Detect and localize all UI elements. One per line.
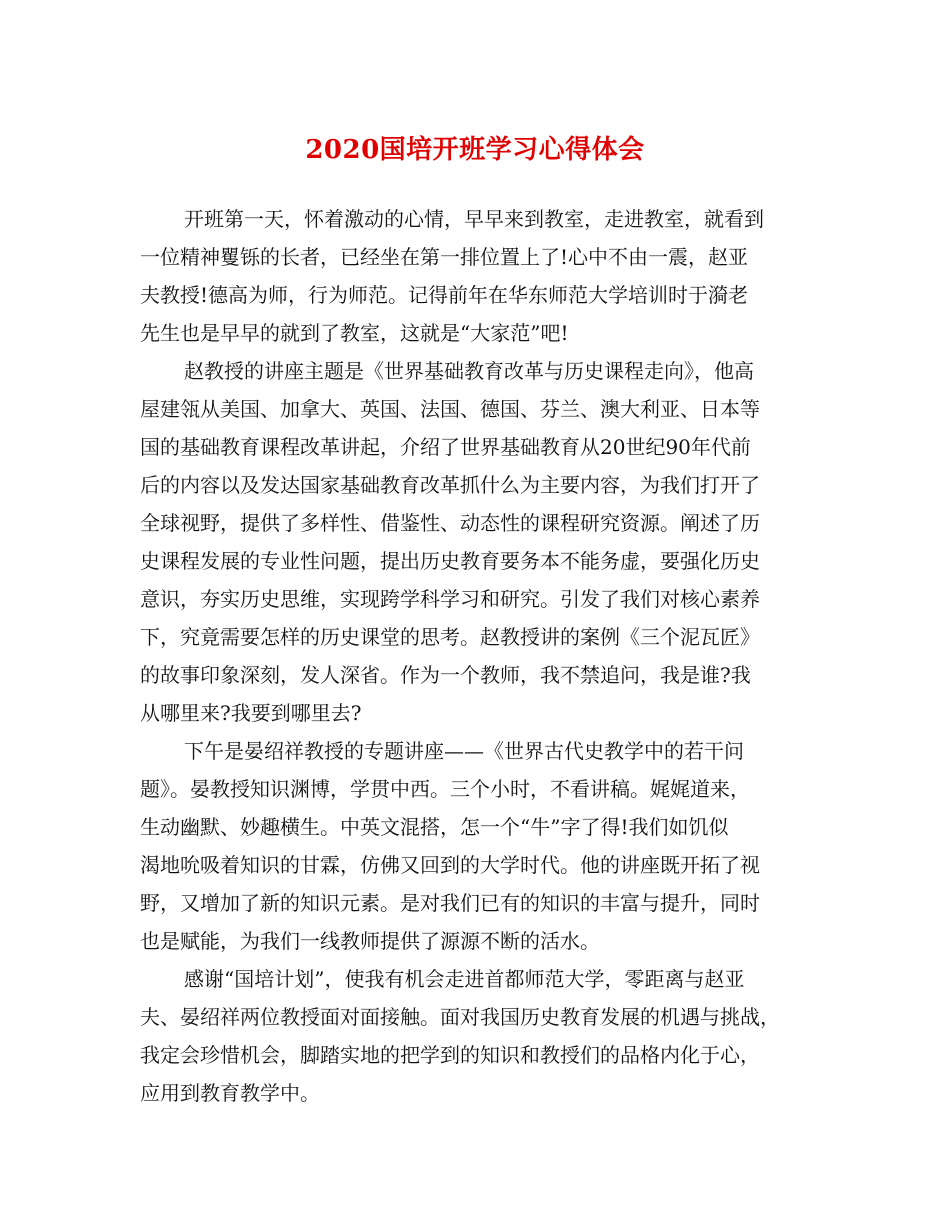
paragraph-3-line-5: 野，又增加了新的知识元素。是对我们已有的知识的丰富与提升，同时 — [140, 891, 760, 915]
paragraph-1-line-3: 夫教授!德高为师，行为师范。记得前年在华东师范大学培训时于漪老 — [140, 283, 749, 307]
paragraph-2-line-7: 意识，夯实历史思维，实现跨学科学习和研究。引发了我们对核心素养 — [140, 587, 760, 611]
paragraph-3-line-6: 也是赋能，为我们一线教师提供了源源不断的活水。 — [140, 929, 600, 953]
paragraph-2-line-3: 国的基础教育课程改革讲起，介绍了世界基础教育从20世纪90年代前 — [140, 435, 751, 459]
paragraph-3-line-2: 题》。晏教授知识渊博，学贯中西。三个小时，不看讲稿。娓娓道来， — [140, 777, 750, 801]
paragraph-2-line-5: 全球视野，提供了多样性、借鉴性、动态性的课程研究资源。阐述了历 — [140, 511, 760, 535]
paragraph-2-line-8: 下，究竟需要怎样的历史课堂的思考。赵教授讲的案例《三个泥瓦匠》 — [140, 625, 760, 649]
paragraph-2-line-9: 的故事印象深刻，发人深省。作为一个教师，我不禁追问，我是谁?我 — [140, 663, 751, 687]
paragraph-3-line-4: 渴地吮吸着知识的甘霖，仿佛又回到的大学时代。他的讲座既开拓了视 — [140, 853, 760, 877]
paragraph-2-line-6: 史课程发展的专业性问题，提出历史教育要务本不能务虚，要强化历史 — [140, 549, 760, 573]
paragraph-3-line-1: 下午是晏绍祥教授的专题讲座——《世界古代史教学中的若干问 — [184, 739, 744, 763]
paragraph-4-line-2: 夫、晏绍祥两位教授面对面接触。面对我国历史教育发展的机遇与挑战， — [140, 1005, 780, 1029]
paragraph-1-line-4: 先生也是早早的就到了教室，这就是“大家范”吧! — [140, 321, 569, 345]
paragraph-1-line-1: 开班第一天，怀着激动的心情，早早来到教室，走进教室，就看到 — [184, 207, 764, 231]
paragraph-2-line-1: 赵教授的讲座主题是《世界基础教育改革与历史课程走向》，他高 — [184, 359, 754, 383]
paragraph-4-line-1: 感谢“国培计划”，使我有机会走进首都师范大学，零距离与赵亚 — [184, 967, 745, 991]
paragraph-2-line-10: 从哪里来?我要到哪里去? — [140, 701, 362, 725]
paragraph-3-line-3: 生动幽默、妙趣横生。中英文混搭，怎一个“牛”字了得!我们如饥似 — [140, 815, 729, 839]
paragraph-2-line-4: 后的内容以及发达国家基础教育改革抓什么为主要内容，为我们打开了 — [140, 473, 760, 497]
paragraph-1-line-2: 一位精神矍铄的长者，已经坐在第一排位置上了!心中不由一震，赵亚 — [140, 245, 749, 269]
document-title: 2020国培开班学习心得体会 — [305, 135, 645, 165]
paragraph-2-line-2: 屋建瓴从美国、加拿大、英国、法国、德国、芬兰、澳大利亚、日本等 — [140, 397, 760, 421]
paragraph-4-line-3: 我定会珍惜机会，脚踏实地的把学到的知识和教授们的品格内化于心， — [140, 1043, 760, 1067]
paragraph-4-line-4: 应用到教育教学中。 — [140, 1081, 320, 1105]
